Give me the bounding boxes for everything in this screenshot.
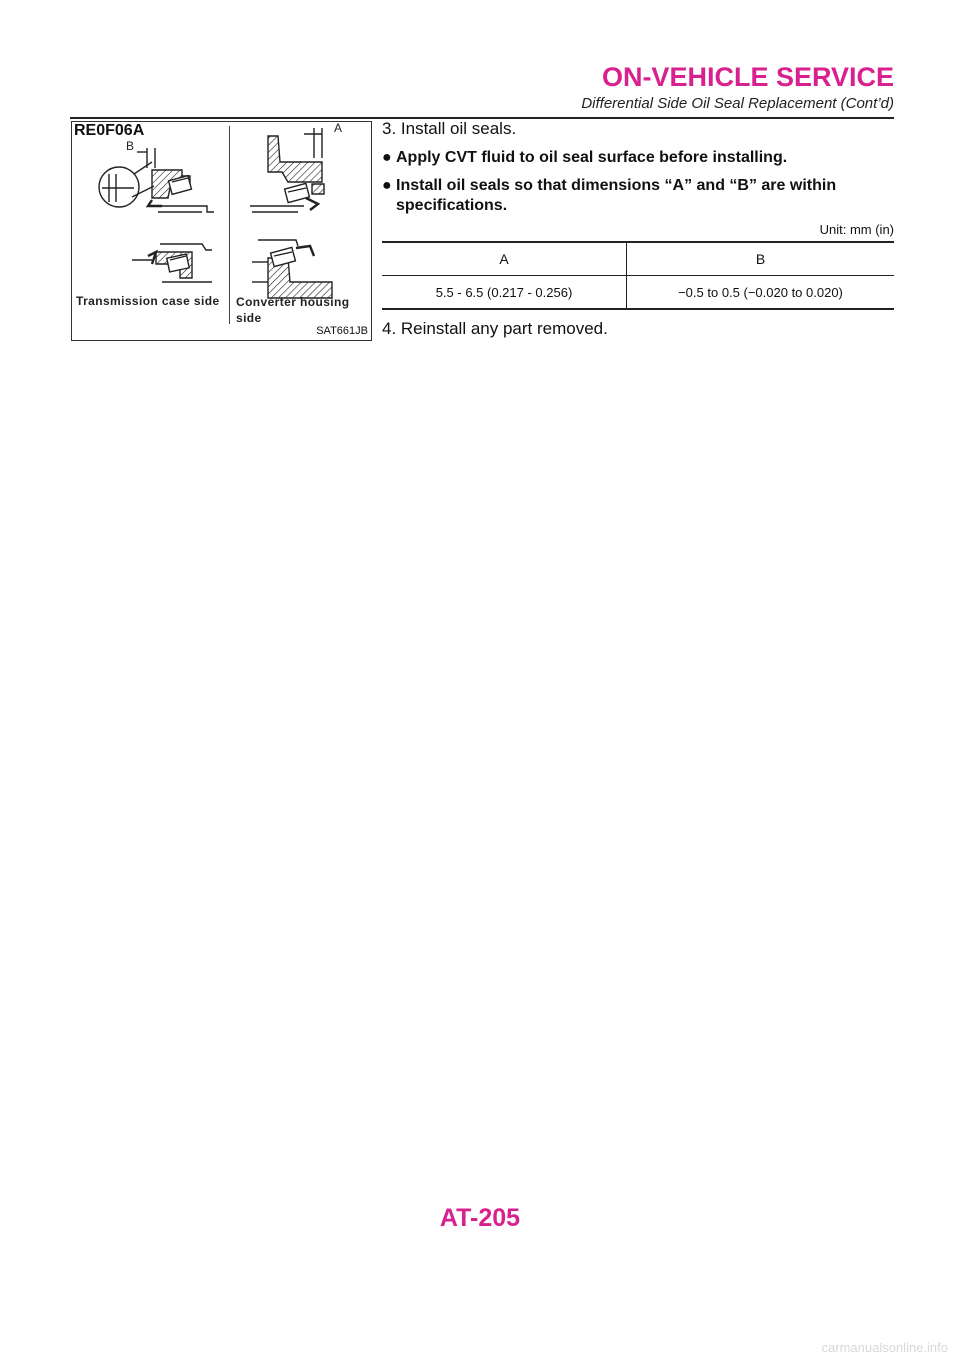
procedure-content	[382, 118, 894, 340]
page-header	[70, 62, 894, 112]
cell-a-value: 5.5 - 6.5 (0.217 - 0.256)	[382, 276, 627, 310]
caption-converter-housing-side	[236, 294, 349, 326]
seal-diagram-figure	[71, 121, 372, 341]
column-header-b: B	[627, 242, 895, 276]
caption-right-line2: side	[236, 311, 262, 325]
section-title: ON-VEHICLE SERVICE	[601, 62, 894, 92]
bullet-text: Install oil seals so that dimensions “A” and “B” are within specifications.	[396, 177, 837, 214]
table-row	[382, 276, 894, 310]
dimension-b-label: B	[126, 139, 135, 153]
dimension-a-label: A	[334, 122, 343, 135]
watermark: carmanualsonline.info	[821, 1340, 948, 1355]
bullet-item	[382, 176, 894, 216]
unit-label: Unit: mm (in)	[819, 222, 894, 237]
step-3-text: 3. Install oil seals.	[382, 119, 517, 138]
figure-model-label: RE0F06A	[74, 122, 145, 139]
dimension-spec-table	[382, 241, 894, 310]
bullet-icon: ●	[382, 149, 392, 166]
page-number: AT-205	[439, 1204, 521, 1232]
figure-code: SAT661JB	[316, 325, 368, 337]
step-4-text: 4. Reinstall any part removed.	[382, 319, 608, 338]
cell-b-value: −0.5 to 0.5 (−0.020 to 0.020)	[678, 284, 843, 300]
caption-transmission-case-side: Transmission case side	[76, 294, 220, 308]
table-header-row	[382, 242, 894, 276]
bullet-icon: ●	[382, 177, 392, 194]
bullet-text: Apply CVT fluid to oil seal surface before installing.	[396, 149, 788, 166]
caption-right-line1: Converter housing	[236, 295, 350, 309]
column-header-a: A	[382, 242, 627, 276]
bullet-item	[382, 148, 894, 168]
section-subtitle: Differential Side Oil Seal Replacement (Cont’d)	[581, 95, 894, 112]
